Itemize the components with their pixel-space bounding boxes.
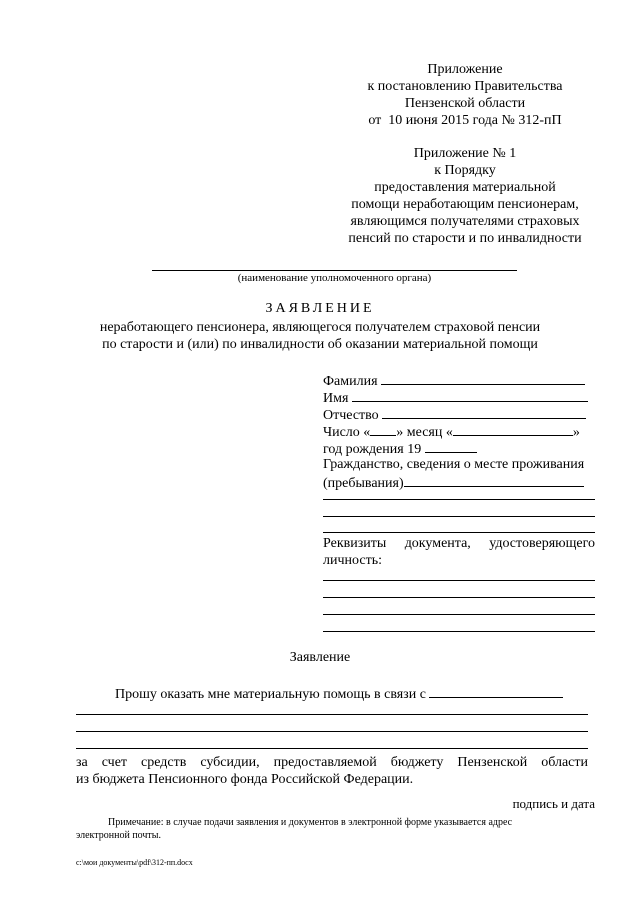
funding-line-1: за счет средств субсидии, предоставляемой бюджету Пензенской области	[76, 755, 588, 770]
id-document-line[interactable]	[323, 597, 595, 598]
month-label: » месяц «	[396, 425, 453, 440]
reason-line[interactable]	[76, 714, 588, 715]
stay-field	[323, 473, 595, 492]
month-input-line[interactable]	[453, 422, 573, 436]
request-text: Прошу оказать мне материальную помощь в связи с	[115, 687, 426, 702]
surname-input-line[interactable]	[381, 371, 585, 385]
address-line[interactable]	[323, 499, 595, 500]
appendix-line: Приложение	[427, 62, 503, 77]
day-input-line[interactable]	[370, 422, 396, 436]
note-line-2: электронной почты.	[76, 830, 162, 841]
appendix-line: пенсий по старости и по инвалидности	[348, 231, 582, 246]
document-subtitle	[60, 319, 580, 353]
appendix-line: к постановлению Правительства	[367, 79, 563, 94]
id-document-label: Реквизиты документа, удостоверяющего	[323, 536, 595, 551]
authority-caption: (наименование уполномоченного органа)	[237, 272, 432, 284]
address-line[interactable]	[323, 516, 595, 517]
stay-label: (пребывания)	[323, 476, 404, 491]
document-title: ЗАЯВЛЕНИЕ	[265, 301, 375, 316]
appendix-line: являющимся получателями страховых	[350, 214, 580, 229]
stay-input-line[interactable]	[404, 473, 584, 487]
year-input-line[interactable]	[425, 439, 477, 453]
id-document-line[interactable]	[323, 580, 595, 581]
patronymic-label: Отчество	[323, 408, 379, 423]
signature-label: подпись и дата	[512, 796, 595, 811]
id-document-line[interactable]	[323, 614, 595, 615]
reason-line[interactable]	[76, 731, 588, 732]
funding-line-2: из бюджета Пенсионного фонда Российской Федерации.	[76, 772, 414, 787]
request-line	[115, 684, 563, 703]
address-line[interactable]	[323, 532, 595, 533]
appendix-header	[330, 61, 600, 129]
appendix-line: предоставления материальной	[374, 180, 556, 195]
appendix-line: Приложение № 1	[413, 146, 517, 161]
statement-heading: Заявление	[289, 650, 351, 665]
appendix-line: к Порядку	[434, 163, 496, 178]
appendix-line: от 10 июня 2015 года № 312-пП	[368, 113, 562, 128]
appendix-line: помощи неработающим пенсионерам,	[351, 197, 579, 212]
id-document-label-2: личность:	[323, 553, 382, 568]
file-path: c:\мои документы\pdf\312-пп.docx	[76, 858, 193, 867]
reason-line[interactable]	[76, 748, 588, 749]
id-document-line[interactable]	[323, 631, 595, 632]
authority-name-line[interactable]	[152, 270, 517, 271]
year-label: год рождения 19	[323, 442, 422, 457]
citizenship-label: Гражданство, сведения о месте проживания	[323, 457, 585, 472]
appendix-order	[330, 145, 600, 247]
day-label: Число «	[323, 425, 371, 440]
month-close: »	[572, 425, 580, 440]
appendix-line: Пензенской области	[404, 96, 526, 111]
subtitle-line: неработающего пенсионера, являющегося получателем страховой пенсии	[99, 320, 541, 335]
name-label: Имя	[323, 391, 349, 406]
request-reason-line[interactable]	[429, 684, 563, 698]
patronymic-input-line[interactable]	[382, 405, 586, 419]
subtitle-line: по старости и (или) по инвалидности об оказании материальной помощи	[102, 337, 538, 352]
surname-label: Фамилия	[323, 374, 378, 389]
name-input-line[interactable]	[352, 388, 588, 402]
note-line-1: Примечание: в случае подачи заявления и документов в электронной форме указывается адрес	[108, 817, 513, 828]
